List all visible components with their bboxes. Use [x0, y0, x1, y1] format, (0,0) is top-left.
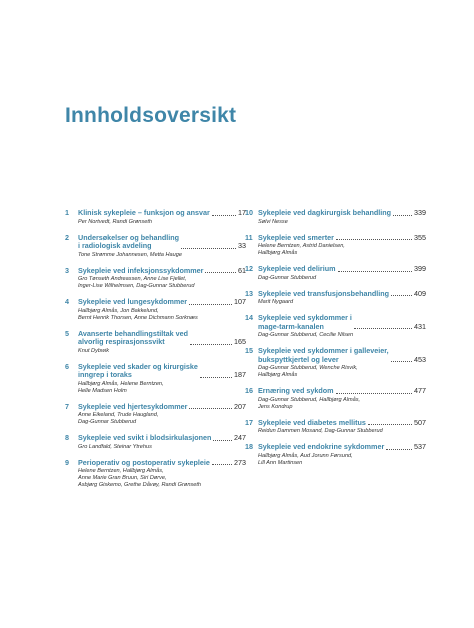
toc-entry-5	[65, 330, 246, 355]
dot-leader	[391, 295, 412, 296]
chapter-number: 16	[245, 386, 253, 395]
chapter-authors	[258, 219, 426, 226]
chapter-number: 17	[245, 417, 253, 427]
chapter-title-line	[258, 209, 426, 218]
author-line: Lill Ann Martinsen	[258, 459, 303, 466]
toc-column-left	[65, 209, 246, 497]
author-line: Inger-Lise Wilhelmsen, Dag-Gunnar Stubberud	[78, 283, 195, 289]
chapter-title-line	[78, 403, 246, 412]
chapter-number: 9	[65, 457, 69, 467]
chapter-title: Sykepleie ved hjertesykdommer	[78, 401, 188, 411]
toc-entry-10	[245, 209, 426, 226]
author-line: Hallbjørg Almås, Aud Jorunn Førsund,	[258, 452, 353, 459]
dot-leader	[205, 272, 236, 273]
toc-entry-15	[245, 347, 426, 379]
chapter-authors	[258, 365, 426, 379]
chapter-number: 5	[65, 328, 69, 338]
chapter-authors	[258, 275, 426, 282]
dot-leader	[212, 215, 236, 216]
page-number: 165	[234, 337, 246, 346]
chapter-authors	[258, 397, 426, 411]
dot-leader	[336, 393, 413, 394]
chapter-authors	[78, 468, 246, 489]
dot-leader	[189, 304, 232, 305]
dot-leader	[336, 239, 412, 240]
chapter-title-line	[258, 314, 426, 331]
chapter-number: 7	[65, 401, 69, 411]
chapter-title-line	[258, 290, 426, 299]
author-line: Anne Marie Gran Bruun, Siri Dørve,	[78, 475, 167, 481]
toc-entry-16	[245, 387, 426, 411]
chapter-title: Sykepleie ved svikt i blodsirkulasjonen	[78, 433, 212, 442]
chapter-title: Klinisk sykepleie – funksjon og ansvar	[78, 208, 210, 217]
chapter-number: 10	[245, 208, 253, 217]
page-number: 453	[414, 354, 426, 364]
chapter-authors	[78, 308, 246, 322]
chapter-title: Sykepleie ved diabetes mellitus	[258, 417, 366, 427]
author-line: Dag-Gunnar Stubberud, Cecilie Nilsen	[258, 332, 354, 338]
chapter-title: Sykepleie ved sykdommer i mage-tarm-kanalen	[258, 313, 352, 331]
page-number: 409	[414, 288, 426, 298]
author-line: Hallbjørg Almås, Helene Berntzen,	[78, 380, 164, 387]
toc-entry-18	[245, 443, 426, 467]
dot-leader	[212, 464, 232, 465]
chapter-number: 14	[245, 313, 253, 322]
author-line: Reidun Dammen Mosand, Dag-Gunnar Stubberud	[258, 428, 383, 434]
toc-entry-12	[245, 265, 426, 282]
author-line: Hallbjørg Almås, Jon Bakkelund,	[78, 307, 159, 314]
toc-entry-17	[245, 419, 426, 436]
chapter-authors	[78, 252, 246, 259]
chapter-authors	[78, 219, 246, 226]
chapter-title: Sykepleie ved skader og kirurgiske inngrep i toraks	[78, 361, 198, 379]
chapter-title: Sykepleie ved dagkirurgisk behandling	[258, 208, 392, 217]
chapter-title-line	[258, 347, 426, 364]
author-line: Asbjørg Giskemo, Grethe Dåvøy, Randi Grønseth	[78, 482, 201, 488]
author-line: Helene Berntzen, Hallbjørg Almås,	[78, 468, 164, 474]
chapter-number: 15	[245, 346, 253, 355]
chapter-authors	[258, 428, 426, 435]
page-number: 207	[234, 401, 246, 411]
chapter-title: Sykepleie ved sykdommer i galleveier, bukspyttkjertel og lever	[258, 346, 389, 364]
toc-entry-1	[65, 209, 246, 226]
chapter-title: Sykepleie ved transfusjonsbehandling	[258, 288, 390, 298]
chapter-title: Perioperativ og postoperativ sykepleie	[78, 457, 210, 467]
chapter-title-line	[258, 387, 426, 396]
page-number: 273	[234, 457, 246, 467]
chapter-authors	[258, 243, 426, 257]
dot-leader	[200, 377, 232, 378]
author-line: Sølvi Nesse	[258, 218, 288, 225]
author-line: Per Nortvedt, Randi Grønseth	[78, 218, 152, 225]
toc-entry-3	[65, 267, 246, 291]
author-line: Marit Nygaard	[258, 299, 294, 305]
author-line: Hallbjørg Almås	[258, 372, 298, 378]
chapter-number: 2	[65, 232, 69, 242]
chapter-title: Undersøkelser og behandling i radiologisk avdeling	[78, 232, 180, 250]
page-number: 187	[234, 370, 246, 379]
chapter-title: Sykepleie ved delirium	[258, 264, 336, 273]
chapter-authors	[78, 276, 246, 290]
chapter-title-line	[78, 234, 246, 251]
chapter-title-line	[258, 265, 426, 274]
dot-leader	[213, 440, 232, 441]
dot-leader	[386, 449, 412, 450]
chapter-authors	[78, 444, 246, 451]
author-line: Dag-Gunnar Stubberud	[78, 419, 137, 425]
chapter-number: 18	[245, 442, 253, 451]
toc-entry-6	[65, 363, 246, 395]
chapter-authors	[258, 332, 426, 339]
dot-leader	[338, 271, 412, 272]
chapter-title-line	[78, 298, 246, 307]
chapter-number: 3	[65, 265, 69, 275]
toc-entry-2	[65, 234, 246, 259]
chapter-number: 6	[65, 361, 69, 371]
page-number: 431	[414, 321, 426, 331]
chapter-title: Avanserte behandlingstiltak ved alvorlig respirasjonssvikt	[78, 328, 188, 346]
page-number: 107	[234, 297, 246, 306]
dot-leader	[189, 408, 232, 409]
chapter-title-line	[258, 443, 426, 452]
author-line: Hallbjørg Almås	[258, 250, 298, 256]
author-line: Dag-Gunnar Stubberud, Hallbjørg Almås,	[258, 396, 361, 403]
chapter-title: Sykepleie ved lungesykdommer	[78, 297, 188, 306]
dot-leader	[354, 328, 412, 329]
chapter-authors	[258, 299, 426, 306]
dot-leader	[391, 361, 412, 362]
page-number: 247	[234, 433, 246, 442]
toc-entry-8	[65, 434, 246, 451]
page-number: 355	[414, 232, 426, 242]
author-line: Gro Landfald, Steinar Ytrehus	[78, 443, 152, 450]
chapter-title-line	[78, 459, 246, 468]
chapter-authors	[78, 348, 246, 355]
page-number: 507	[414, 417, 426, 427]
chapter-title: Ernæring ved sykdom	[258, 386, 334, 395]
chapter-title-line	[78, 434, 246, 443]
page-number: 33	[238, 241, 246, 250]
chapter-number: 4	[65, 297, 69, 306]
dot-leader	[181, 248, 236, 249]
toc-entry-13	[245, 290, 426, 307]
dot-leader	[368, 424, 412, 425]
chapter-number: 11	[245, 232, 253, 242]
dot-leader	[393, 215, 412, 216]
chapter-title-line	[78, 267, 246, 276]
page-title: Innholdsoversikt	[65, 104, 237, 127]
author-line: Gro Tønseth Andreassen, Anne Lise Fjellet,	[78, 276, 187, 282]
chapter-authors	[78, 381, 246, 395]
toc-entry-14	[245, 314, 426, 339]
page-number: 477	[414, 386, 426, 395]
page-number: 61	[238, 265, 246, 275]
dot-leader	[190, 344, 232, 345]
page-number: 537	[414, 442, 426, 451]
toc-column-right	[245, 209, 426, 475]
author-line: Tone Strømme Johannesen, Metta Hauge	[78, 251, 182, 258]
chapter-title-line	[78, 363, 246, 380]
chapter-number: 8	[65, 433, 69, 442]
chapter-title-line	[78, 330, 246, 347]
page-number: 399	[414, 264, 426, 273]
chapter-title: Sykepleie ved infeksjonssykdommer	[78, 265, 204, 275]
toc-entry-7	[65, 403, 246, 427]
author-line: Anne Eikeland, Trude Haugland,	[78, 412, 159, 418]
toc-entry-4	[65, 298, 246, 322]
chapter-title: Sykepleie ved smerter	[258, 232, 334, 242]
chapter-title-line	[78, 209, 246, 218]
chapter-authors	[258, 453, 426, 467]
author-line: Dag-Gunnar Stubberud	[258, 274, 317, 281]
chapter-title-line	[258, 419, 426, 428]
page-number: 339	[414, 208, 426, 217]
chapter-number: 13	[245, 288, 253, 298]
author-line: Helene Berntzen, Astrid Danielsen,	[258, 243, 345, 249]
toc-entry-11	[245, 234, 426, 258]
author-line: Jens Kondrup	[258, 403, 293, 410]
chapter-number: 1	[65, 208, 69, 217]
page-number: 17	[238, 208, 246, 217]
chapter-authors	[78, 412, 246, 426]
author-line: Bernt Henrik Thorsen, Anne Dichmann Sorknæs	[78, 314, 198, 321]
author-line: Helle Madsen Holm	[78, 387, 127, 394]
toc-entry-9	[65, 459, 246, 490]
chapter-title-line	[258, 234, 426, 243]
chapter-title: Sykepleie ved endokrine sykdommer	[258, 442, 385, 451]
author-line: Knut Dybwik	[78, 347, 110, 354]
chapter-number: 12	[245, 264, 253, 273]
author-line: Dag-Gunnar Stubberud, Wenche Risvik,	[258, 365, 358, 371]
